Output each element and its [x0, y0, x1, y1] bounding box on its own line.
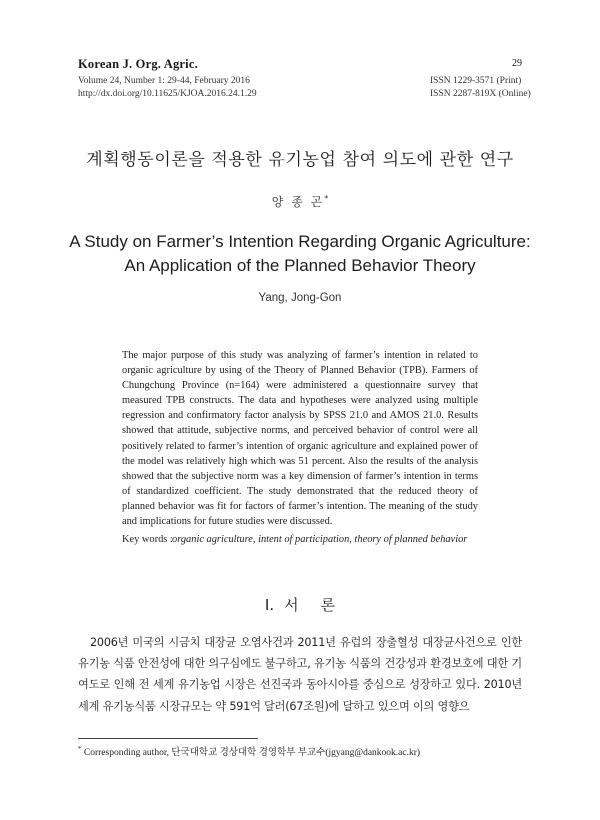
section-heading — [0, 594, 600, 615]
author-english: Yang, Jong-Gon — [258, 292, 342, 304]
issn-print: ISSN 1229-3571 (Print) — [430, 76, 522, 86]
volume-info: Volume 24, Number 1: 29-44, February 2016 — [78, 76, 250, 86]
title-english-line-1: A Study on Farmer’s Intention Regarding Organic Agriculture: — [69, 232, 531, 251]
author-korean — [0, 193, 600, 210]
section-title: 서론 — [284, 596, 358, 614]
footnote-text: Corresponding author, 단국대학교 경상대학 경영학부 부교수(jgyang@dankook.ac.kr) — [83, 748, 421, 758]
title-korean: 계획행동이론을 적용한 유기농업 참여 의도에 관한 연구 — [86, 150, 514, 170]
journal-name: Korean J. Org. Agric. — [78, 57, 198, 71]
author-korean-name: 양 종 곤 — [271, 195, 325, 209]
keywords-label: Key words : — [122, 534, 173, 545]
title-english — [0, 230, 600, 278]
footnote-divider — [78, 738, 258, 739]
page-number: 29 — [512, 58, 522, 69]
issn-online: ISSN 2287-819X (Online) — [430, 89, 531, 99]
footnote — [78, 744, 420, 758]
corresponding-mark: * — [324, 194, 329, 203]
body-paragraph: 2006년 미국의 시금치 대장균 오염사건과 2011년 유럽의 장출혈성 대장균사건으로 인한 유기농 식품 안전성에 대한 의구심에도 불구하고, 유기농 식품의 건강성과 환경보호에 대한 기여도로 인해 전 세계 유기농업 시장은 선진국과 동아시아를 중심으로 성장하고 있다. 2010년 세계 유기농식품 시장규모는 약 591억 달러(67조원)에 달하고 있으며 이의 영향으 — [78, 636, 522, 713]
footnote-mark: * — [78, 744, 82, 753]
doi-link[interactable]: http://dx.doi.org/10.11625/KJOA.2016.24.1.29 — [78, 89, 257, 99]
section-number: Ⅰ. — [264, 596, 275, 614]
abstract: The major purpose of this study was analyzing of farmer’s intention in related to organic agriculture by using of the Theory of Planned Behavior (TPB). Farmers of Chungchung Province (n=164) were administered a questionnaire survey that measured TPB constructs. The data and hypotheses were analyzed using multiple regression and confirmatory factor analysis by SPSS 21.0 and AMOS 21.0. Results showed that attitude, subjective norms, and perceived behavior of control were all positively related to farmer’s intention of organic agriculture and explained power of the model was relatively high which was 51 percent. Also the results of the analysis showed that the subjective norm was a key dimension of farmer’s intention in terms of standardized coefficient. The study demonstrated that the reduced theory of planned behavior was fit for factors of farmer’s intention. The meaning of the study and implications for future studies were discussed. — [122, 350, 478, 528]
keywords-list: organic agriculture, intent of participation, theory of planned behavior — [172, 534, 468, 545]
title-english-line-2: An Application of the Planned Behavior Theory — [124, 256, 476, 275]
